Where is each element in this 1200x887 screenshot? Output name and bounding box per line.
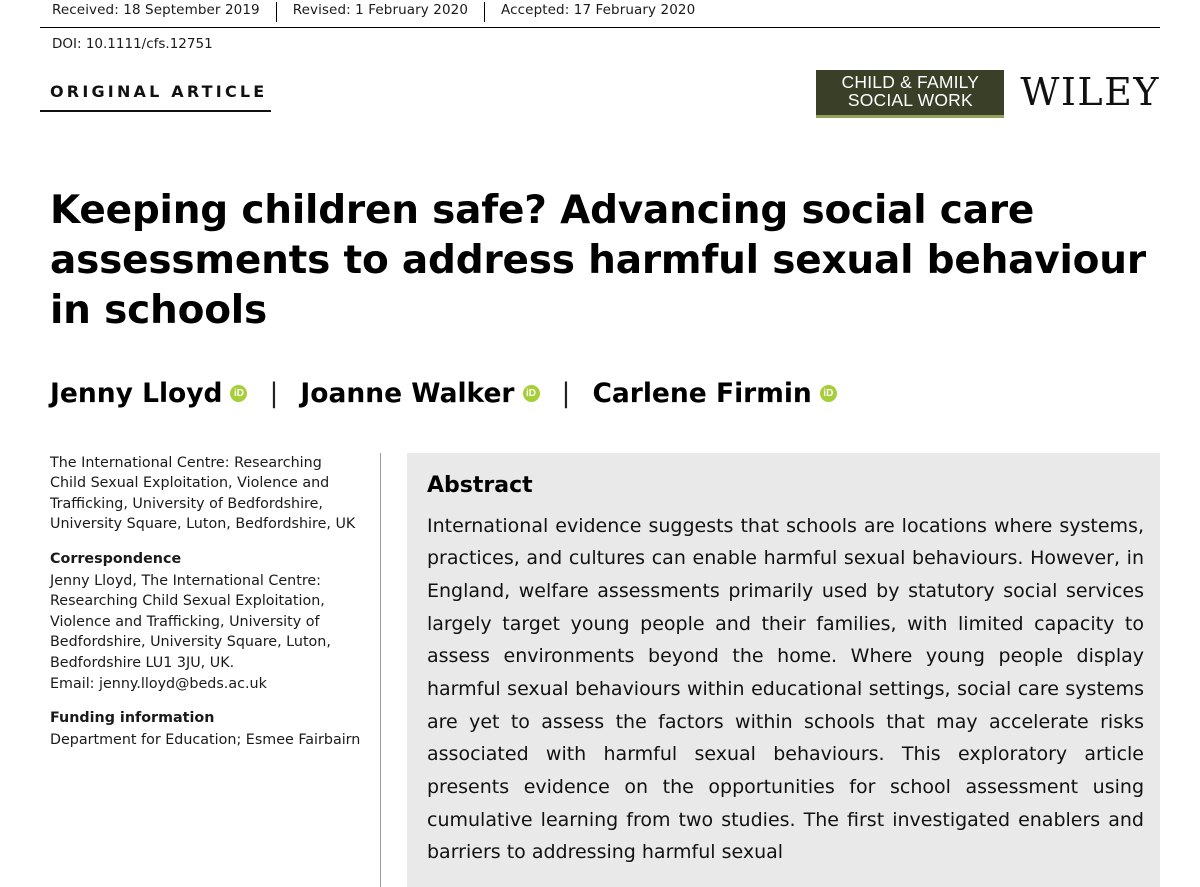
orcid-icon[interactable] bbox=[820, 385, 837, 402]
journal-logo bbox=[816, 70, 1004, 118]
journal-logo-line2: SOCIAL WORK bbox=[847, 89, 973, 110]
author-2-name: Joanne Walker bbox=[300, 377, 515, 409]
revised-date: Revised: 1 February 2020 bbox=[276, 2, 484, 22]
correspondence-block bbox=[50, 549, 362, 694]
received-date: Received: 18 September 2019 bbox=[52, 2, 260, 18]
affiliation-block bbox=[50, 453, 362, 535]
body-columns bbox=[40, 453, 1160, 887]
author-3[interactable] bbox=[592, 378, 836, 409]
doi-text[interactable]: DOI: 10.1111/cfs.12751 bbox=[52, 36, 213, 52]
funding-heading: Funding information bbox=[50, 710, 215, 727]
author-1-name: Jenny Lloyd bbox=[50, 377, 223, 409]
correspondence-heading: Correspondence bbox=[50, 551, 182, 568]
article-type-label: ORIGINAL ARTICLE bbox=[40, 82, 271, 112]
article-type-row bbox=[40, 69, 1160, 138]
author-1[interactable] bbox=[50, 378, 247, 409]
author-2[interactable] bbox=[300, 378, 539, 409]
orcid-icon[interactable] bbox=[523, 385, 540, 402]
abstract-panel bbox=[407, 453, 1160, 887]
wiley-logo: WILEY bbox=[1020, 69, 1160, 114]
abstract-heading: Abstract bbox=[427, 472, 533, 498]
page-title: Keeping children safe? Advancing social care assessments to address harmful sexual behaviour in schools bbox=[50, 188, 1146, 333]
journal-logo-line1: CHILD & FAMILY bbox=[841, 72, 980, 92]
author-separator-2: | bbox=[561, 377, 571, 409]
accepted-date: Accepted: 17 February 2020 bbox=[484, 2, 711, 22]
abstract-text: International evidence suggests that schools are locations where systems, practices, and cultures can enable harmful sexual behaviours. However, in England, welfare assessments primarily used by statutory social services largely target young people and their families, with limited capacity to assess environments beyond the home. Where young people display harmful sexual behaviours within educational settings, social care systems are yet to assess the factors within schools that may accelerate risks associated with harmful sexual behaviours. This exploratory article presents evidence on the opportunities for school assessment using cumulative learning from two studies. The first investigated enablers and barriers to addressing harmful sexual bbox=[427, 514, 1144, 864]
publication-history-bar bbox=[40, 0, 1160, 28]
logo-group bbox=[816, 70, 1160, 118]
correspondence-text: Jenny Lloyd, The International Centre: Researching Child Sexual Exploitation, Violence and Trafficking, University of Bedfordshire, University Square, Luton, Bedfordshire LU1 3JU, UK. bbox=[50, 572, 331, 671]
column-divider bbox=[380, 453, 381, 887]
author-list bbox=[50, 378, 1150, 409]
author-separator-1: | bbox=[269, 377, 279, 409]
sidebar-metadata bbox=[40, 453, 380, 887]
author-3-name: Carlene Firmin bbox=[592, 377, 812, 409]
funding-block bbox=[50, 708, 362, 750]
funding-text: Department for Education; Esmee Fairbairn bbox=[50, 731, 361, 748]
correspondence-email[interactable]: Email: jenny.lloyd@beds.ac.uk bbox=[50, 675, 267, 692]
affiliation-text: The International Centre: Researching Child Sexual Exploitation, Violence and Trafficking, University of Bedfordshire, University Square, Luton, Bedfordshire, UK bbox=[50, 454, 356, 533]
orcid-icon[interactable] bbox=[230, 385, 247, 402]
